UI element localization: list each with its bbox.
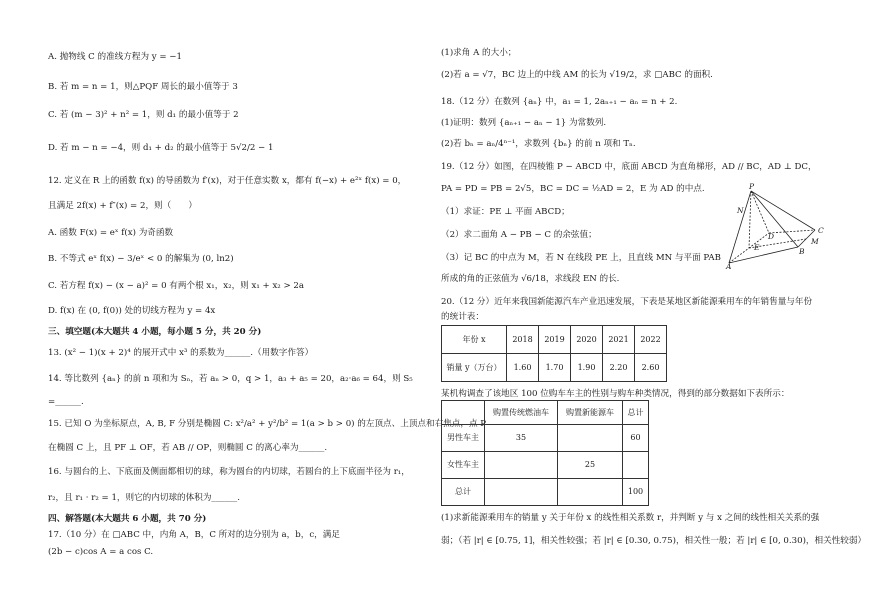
q19-part3-cont: 所成的角的正弦值为 √6/18，求线段 EN 的长.: [441, 274, 620, 284]
q12-option-b: B. 不等式 eˣ f(x) − 3/eˣ < 0 的解集为 (0, ln2): [48, 254, 234, 264]
question-16-cont: r₂，且 r₁ · r₂ = 1，则它的内切球的体积为______.: [48, 493, 240, 503]
table-cell: 100: [623, 479, 649, 506]
label-m: M: [811, 237, 819, 246]
question-15: 15. 已知 O 为坐标原点，A, B, F 分别是椭圆 C: x²/a² + y²/b² = 1(a > b > 0) 的左顶点、上顶点和右焦点，点 P: [48, 419, 487, 429]
table-cell: 女性车主: [442, 452, 485, 479]
table-cell: 1.90: [571, 354, 603, 382]
question-19-cont: PA = PD = PB = 2√5，BC = DC = ½AD = 2，E 为 AD 的中点.: [441, 184, 705, 194]
table-cell: 总计: [442, 479, 485, 506]
q19-part1: （1）求证：PE ⊥ 平面 ABCD；: [441, 207, 570, 217]
header-cell: 总计: [623, 401, 649, 425]
survey-row: [442, 425, 649, 452]
table-cell: [623, 452, 649, 479]
header-cell: [442, 401, 485, 425]
table-cell: [558, 425, 623, 452]
label-e: E: [754, 243, 760, 252]
question-14-cont: =______.: [48, 397, 84, 407]
option-c: C. 若 (m − 3)² + n² = 1，则 d₁ 的最小值等于 2: [48, 110, 239, 120]
header-cell: 2018: [507, 326, 539, 354]
table-cell: 25: [558, 452, 623, 479]
section-fill-in: 三、填空题(本大题共 4 小题，每小题 5 分，共 20 分): [48, 327, 262, 337]
section-answers: 四、解答题(本大题共 6 小题，共 70 分): [48, 514, 207, 524]
header-cell: 2022: [635, 326, 667, 354]
q20-part1-cont: 弱；（若 |r| ∈ [0.75, 1]，相关性较强；若 |r| ∈ [0.30, 0.75)，相关性一般；若 |r| ∈ [0, 0.30)，相关性较弱）: [441, 536, 867, 546]
question-13: 13. (x² − 1)(x + 2)⁴ 的展开式中 x³ 的系数为______.（用数字作答）: [48, 348, 314, 358]
table-cell: 1.60: [507, 354, 539, 382]
option-d: D. 若 m − n = −4，则 d₁ + d₂ 的最小值等于 5√2/2 − 1: [48, 143, 274, 153]
table-cell: [485, 452, 558, 479]
label-n: N: [737, 206, 744, 215]
table-cell: 60: [623, 425, 649, 452]
pyramid-figure: [723, 183, 823, 273]
question-15-cont: 在椭圆 C 上，且 PF ⊥ OF，若 AB // OP，则椭圆 C 的离心率为______.: [48, 443, 328, 453]
question-17: 17.（10 分）在 □ABC 中，内角 A，B，C 所对的边分别为 a，b，c，满足: [48, 530, 340, 540]
q17-part1: (1)求角 A 的大小；: [441, 48, 517, 58]
q12-option-a: A. 函数 F(x) = eˣ f(x) 为奇函数: [48, 228, 174, 238]
label-c: C: [818, 226, 824, 235]
survey-row: [442, 452, 649, 479]
header-cell: 2021: [603, 326, 635, 354]
q17-part2: (2)若 a = √7，BC 边上的中线 AM 的长为 √19/2，求 □ABC 的面积.: [441, 70, 713, 80]
survey-intro: 某机构调查了该地区 100 位购车车主的性别与购车种类情况，得到的部分数据如下表所示：: [441, 389, 790, 399]
q20-part1: (1)求新能源乘用车的销量 y 关于年份 x 的线性相关系数 r，并判断 y 与 x 之间的线性相关关系的强: [441, 513, 820, 523]
label-p: P: [749, 182, 755, 191]
q12-option-c: C. 若方程 f(x) − (x − a)² = 0 有两个根 x₁，x₂，则 x₁ + x₂ > 2a: [48, 281, 304, 291]
question-12: 12. 定义在 R 上的函数 f(x) 的导函数为 f′(x)，对于任意实数 x，都有 f(−x) + e²ˣ f(x) = 0，: [48, 176, 407, 186]
table-cell: 男性车主: [442, 425, 485, 452]
survey-row: [442, 479, 649, 506]
table-cell: 35: [485, 425, 558, 452]
q18-part1: (1)证明：数列 {aₙ₊₁ − aₙ − 1} 为常数列.: [441, 118, 607, 128]
q19-part2: （2）求二面角 A − PB − C 的余弦值；: [441, 230, 597, 240]
table-cell: 1.70: [539, 354, 571, 382]
question-17-cont: (2b − c)cos A = a cos C.: [48, 547, 154, 557]
table-cell: 销量 y（万台）: [442, 354, 507, 382]
q18-part2: (2)若 bₙ = aₙ/4ⁿ⁻¹，求数列 {bₙ} 的前 n 项和 Tₙ.: [441, 139, 636, 149]
header-cell: 2020: [571, 326, 603, 354]
question-16: 16. 与圆台的上、下底面及侧面都相切的球，称为圆台的内切球，若圆台的上下底面半径为 r₁，: [48, 467, 410, 477]
sales-table-header: [442, 326, 667, 354]
question-12-cont: 且满足 2f(x) + f″(x) = 2，则（ ）: [48, 201, 198, 211]
survey-table: [441, 400, 649, 506]
table-cell: [558, 479, 623, 506]
question-20-cont: 的统计表：: [441, 312, 484, 322]
q19-part3: （3）记 BC 的中点为 M，若 N 在线段 PE 上，且直线 MN 与平面 PAB: [441, 253, 721, 263]
header-cell: 年份 x: [442, 326, 507, 354]
table-cell: 2.60: [635, 354, 667, 382]
label-a: A: [726, 262, 732, 271]
label-d: D: [768, 232, 775, 241]
survey-table-header: [442, 401, 649, 425]
label-b: B: [799, 247, 805, 256]
table-cell: 2.20: [603, 354, 635, 382]
sales-table-row: [442, 354, 667, 382]
question-20: 20.（12 分）近年来我国新能源汽车产业迅速发展，下表是某地区新能源乘用车的年销售量与年份: [441, 297, 813, 307]
q12-option-d: D. f(x) 在 (0, f(0)) 处的切线方程为 y = 4x: [48, 306, 216, 316]
header-cell: 购置新能源车: [558, 401, 623, 425]
option-b: B. 若 m = n = 1，则△PQF 周长的最小值等于 3: [48, 82, 238, 92]
question-19: 19.（12 分）如图，在四棱锥 P − ABCD 中，底面 ABCD 为直角梯形，AD // BC，AD ⊥ DC，: [441, 162, 817, 172]
question-18: 18.（12 分）在数列 {aₙ} 中，a₁ = 1, 2aₙ₊₁ − aₙ = n + 2.: [441, 97, 678, 107]
sales-table: [441, 325, 667, 382]
header-cell: 2019: [539, 326, 571, 354]
header-cell: 购置传统燃油车: [485, 401, 558, 425]
table-cell: [485, 479, 558, 506]
option-a: A. 抛物线 C 的准线方程为 y = −1: [48, 52, 182, 62]
question-14: 14. 等比数列 {aₙ} 的前 n 项和为 Sₙ，若 aₙ > 0，q > 1，a₃ + a₅ = 20，a₂·a₆ = 64，则 S₅: [48, 374, 413, 384]
